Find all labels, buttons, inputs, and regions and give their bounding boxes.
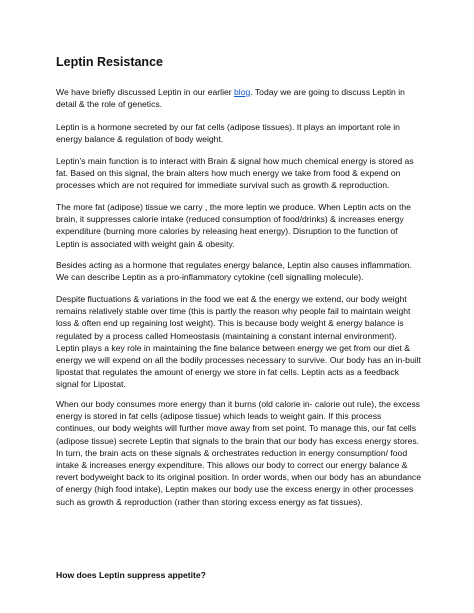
intro-paragraph <box>56 86 428 110</box>
paragraph-line: remains relatively stable over time (this is partly the reason why people fail to maintain weight <box>56 306 411 317</box>
paragraph-energy-balance <box>56 398 428 508</box>
paragraph-homeostasis <box>56 293 428 391</box>
paragraph-fat-tissue <box>56 201 428 250</box>
paragraph-line: of energy (high food intake), Leptin makes our body use the excess energy in other processes <box>56 484 414 495</box>
paragraph-line: such as growth & reproduction (rather than storing excess energy as fat tissues). <box>56 496 363 507</box>
paragraph-line: fat. Based on this signal, the brain alters how much energy we take from food & expend on <box>56 168 401 179</box>
paragraph-line: Despite fluctuations & variations in the food we eat & the energy we extend, our body weight <box>56 294 407 304</box>
paragraph-line: lipostat that regulates the amount of energy we store in fat cells. Leptin acts as a feedback <box>56 367 399 378</box>
paragraph-line: intake & increases energy expenditure. This allows our body to correct our energy balance & <box>56 460 408 471</box>
intro-line-1 <box>56 86 428 98</box>
section-subheading: How does Leptin suppress appetite? <box>56 570 206 580</box>
paragraph-line: energy is stored in fat cells (adipose tissue) which leads to weight gain. If this process <box>56 411 382 422</box>
intro-text-after-link: . Today we are going to discuss Leptin in <box>250 87 405 97</box>
blog-link[interactable]: blog <box>234 87 251 97</box>
paragraph-line: revert bodyweight back to its original position. In order words, when our body has an abundance <box>56 472 421 483</box>
paragraph-line: loss & often end up regaining lost weight). This is because body weight & energy balance is <box>56 318 404 329</box>
paragraph-line: Leptin is associated with weight gain & obesity. <box>56 238 235 249</box>
intro-text-before-link: We have briefly discussed Leptin in our earlier <box>56 87 235 97</box>
intro-line-2: detail & the role of genetics. <box>56 99 163 110</box>
paragraph-inflammation <box>56 259 428 283</box>
paragraph-line: continues, our body weights will further move away from set point. To manage this, our fat cells <box>56 423 416 434</box>
paragraph-line: Leptin plays a key role in maintaining the fine balance between energy we get from our diet & <box>56 342 410 353</box>
paragraph-leptin-definition <box>56 121 428 145</box>
paragraph-line: energy we will expend on all the bodily processes necessary to survive. Our body has an in-built <box>56 355 421 366</box>
paragraph-line: When our body consumes more energy than it burns (old calorie in- calorie out rule), the excess <box>56 399 420 409</box>
paragraph-line: (adipose tissue) secrete Leptin that signals to the brain that our body has excess energy stores. <box>56 435 420 446</box>
paragraph-line: brain, it suppresses calorie intake (reduced consumption of food/drinks) & increases energy <box>56 214 404 225</box>
paragraph-line: signal for Lipostat. <box>56 379 126 390</box>
paragraph-line: Leptin’s main function is to interact with Brain & signal how much chemical energy is stored as <box>56 156 414 166</box>
paragraph-line: In turn, the brain acts on these signals & orchestrates reduction in energy consumption/ food <box>56 447 408 458</box>
document-title: Leptin Resistance <box>56 55 163 69</box>
paragraph-line: energy balance & regulation of body weight. <box>56 134 224 145</box>
paragraph-line: We can describe Leptin as a pro-inflammatory cytokine (cell signalling molecule). <box>56 272 364 283</box>
paragraph-line: expenditure (burning more calories by releasing heat energy). Disruption to the function of <box>56 226 398 237</box>
paragraph-line: processes which are not required for immediate survival such as growth & reproduction. <box>56 180 390 191</box>
paragraph-line: The more fat (adipose) tissue we carry , the more leptin we produce. When Leptin acts on the <box>56 202 411 212</box>
paragraph-line: regulated by a process called Homeostasis (maintaining a constant internal environment). <box>56 330 397 341</box>
paragraph-line: Leptin is a hormone secreted by our fat cells (adipose tissues). It plays an important role in <box>56 122 400 132</box>
paragraph-leptin-function <box>56 155 428 192</box>
paragraph-line: Besides acting as a hormone that regulates energy balance, Leptin also causes inflammation. <box>56 260 412 270</box>
